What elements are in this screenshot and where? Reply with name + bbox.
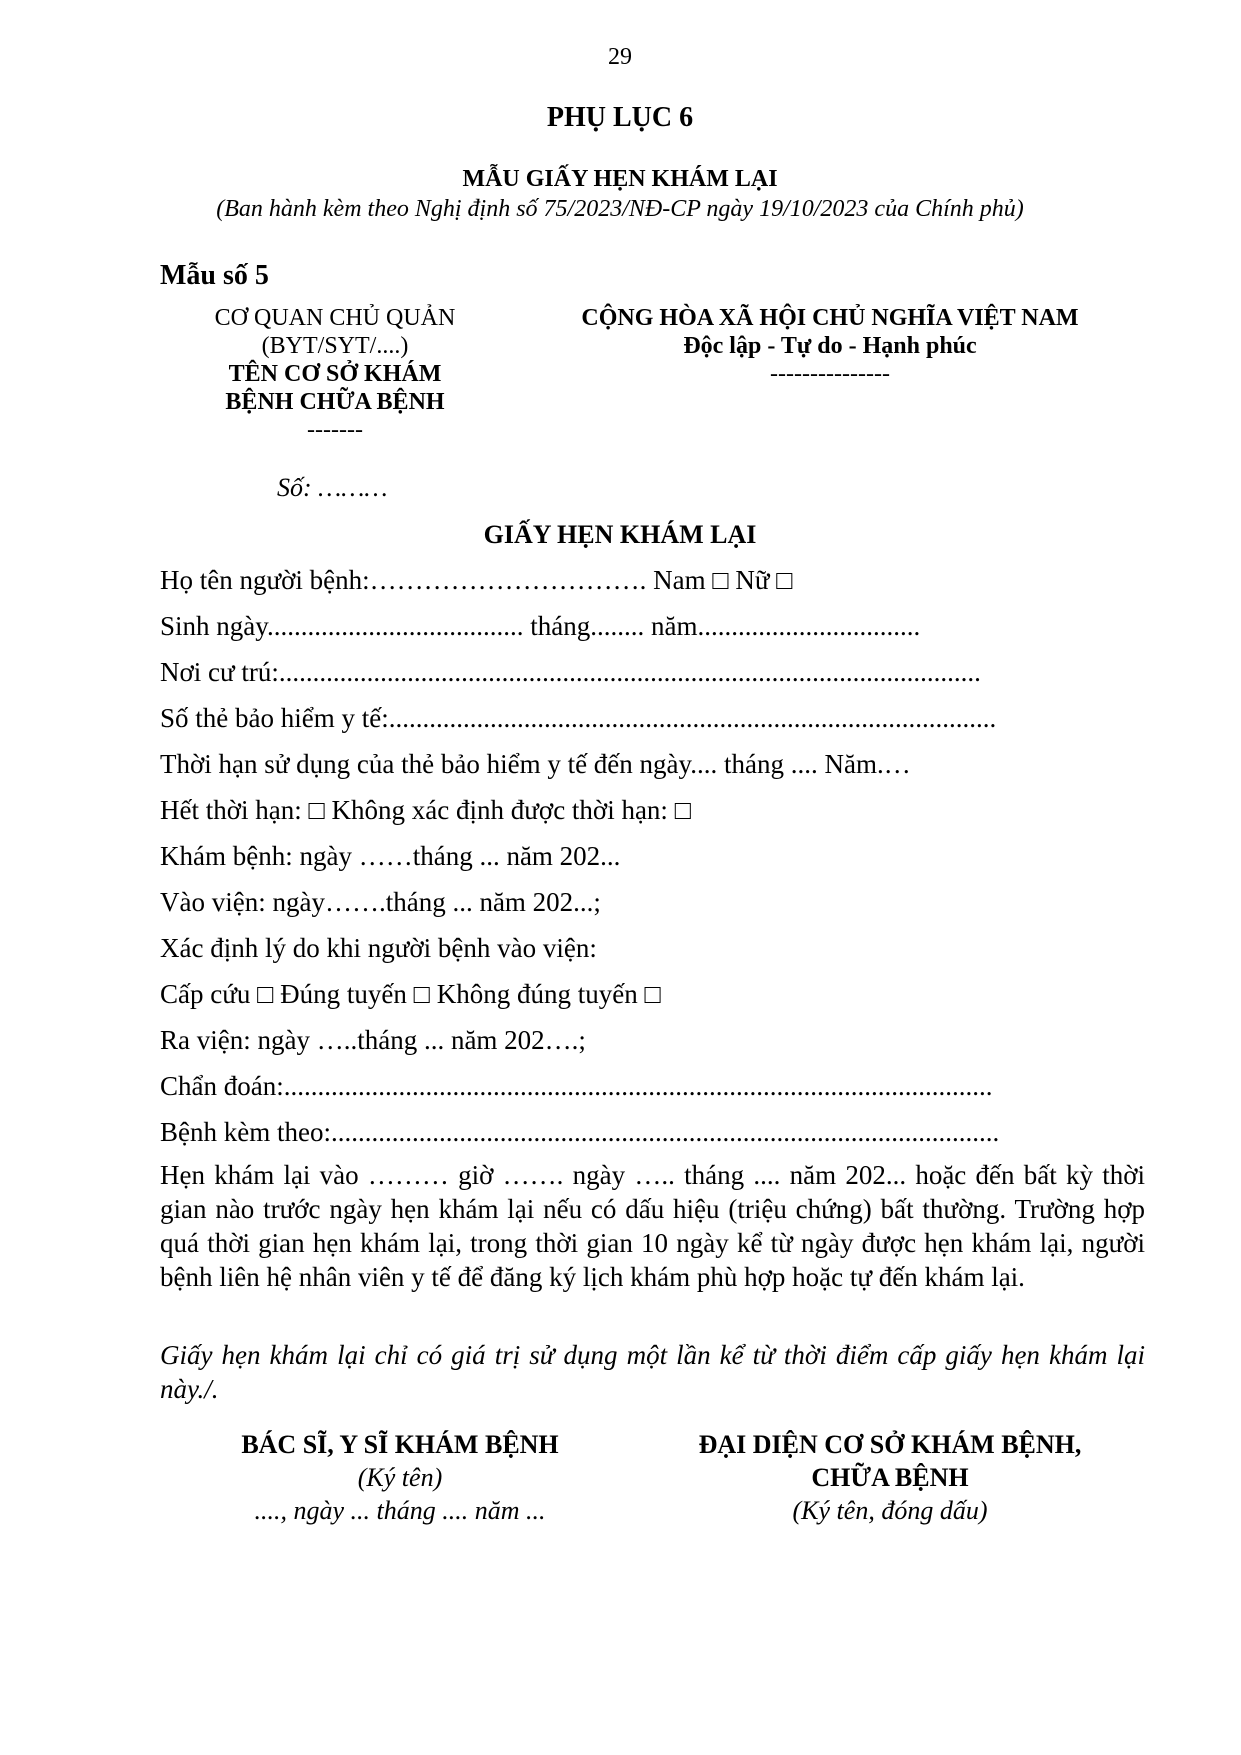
- appointment-paragraph: Hẹn khám lại vào ……… giờ ……. ngày ….. tháng .... năm 202... hoặc đến bất kỳ thời gian nào trước ngày hẹn khám lại nếu có dấu hiệu (triệu chứng) bất thường. Trường hợp quá thời gian hẹn khám lại, trong thời gian 10 ngày kể từ ngày được hẹn khám lại, người bệnh liên hệ nhân viên y tế để đăng ký lịch khám phù hợp hoặc tự đến khám lại.: [160, 1160, 1145, 1292]
- field-patient-name: Họ tên người bệnh:…………………………. Nam □ Nữ □: [160, 565, 793, 595]
- agency-name: CƠ QUAN CHỦ QUẢN: [214, 305, 456, 331]
- form-number: Mẫu số 5: [160, 260, 269, 291]
- validity-note: Giấy hẹn khám lại chỉ có giá trị sử dụng một lần kể từ thời điểm cấp giấy hẹn khám lại này./.: [160, 1340, 1145, 1404]
- facility-name-line1: TÊN CƠ SỞ KHÁM: [228, 361, 442, 387]
- representative-signature-label: (Ký tên, đóng dấu): [792, 1496, 988, 1525]
- field-residence: Nơi cư trú:........................................................................................................: [160, 657, 981, 687]
- doctor-signature-title: BÁC SĨ, Y SĨ KHÁM BỆNH: [241, 1430, 559, 1459]
- agency-sub: (BYT/SYT/....): [261, 333, 409, 359]
- doctor-signature-date: ...., ngày ... tháng .... năm ...: [254, 1496, 546, 1525]
- field-comorbidity: Bệnh kèm theo:...................................................................................................: [160, 1117, 1000, 1147]
- document-title: GIẤY HẸN KHÁM LẠI: [483, 520, 757, 549]
- representative-title-line2: CHỮA BỆNH: [811, 1463, 969, 1492]
- appendix-title: PHỤ LỤC 6: [546, 102, 694, 133]
- form-title: MẪU GIẤY HẸN KHÁM LẠI: [462, 166, 778, 192]
- field-insurance-number: Số thẻ bảo hiểm y tế:..........................................................................................: [160, 703, 997, 733]
- issued-note: (Ban hành kèm theo Nghị định số 75/2023/NĐ-CP ngày 19/10/2023 của Chính phủ): [216, 196, 1024, 222]
- field-admission-type: Cấp cứu □ Đúng tuyến □ Không đúng tuyến □: [160, 979, 661, 1009]
- field-discharge-date: Ra viện: ngày …..tháng ... năm 202….;: [160, 1025, 586, 1055]
- facility-name-line2: BỆNH CHỮA BỆNH: [225, 389, 445, 415]
- page-number: 29: [608, 44, 632, 70]
- field-admission-date: Vào viện: ngày…….tháng ... năm 202...;: [160, 887, 601, 917]
- field-exam-date: Khám bệnh: ngày ……tháng ... năm 202...: [160, 841, 621, 871]
- representative-title-line1: ĐẠI DIỆN CƠ SỞ KHÁM BỆNH,: [698, 1430, 1082, 1459]
- field-diagnosis: Chẩn đoán:.........................................................................................................: [160, 1071, 993, 1101]
- left-divider: -------: [307, 417, 363, 443]
- doctor-signature-label: (Ký tên): [357, 1463, 443, 1492]
- document-number: Số: ………: [277, 473, 388, 502]
- field-birth-date: Sinh ngày...................................... tháng........ năm.................................: [160, 611, 921, 641]
- national-motto: Độc lập - Tự do - Hạnh phúc: [683, 333, 977, 359]
- republic-name: CỘNG HÒA XÃ HỘI CHỦ NGHĨA VIỆT NAM: [581, 305, 1079, 331]
- field-expiry: Hết thời hạn: □ Không xác định được thời hạn: □: [160, 795, 691, 825]
- field-insurance-validity: Thời hạn sử dụng của thẻ bảo hiểm y tế đến ngày.... tháng .... Năm.…: [160, 749, 911, 779]
- field-admission-reason: Xác định lý do khi người bệnh vào viện:: [160, 933, 597, 963]
- right-divider: ---------------: [770, 361, 890, 387]
